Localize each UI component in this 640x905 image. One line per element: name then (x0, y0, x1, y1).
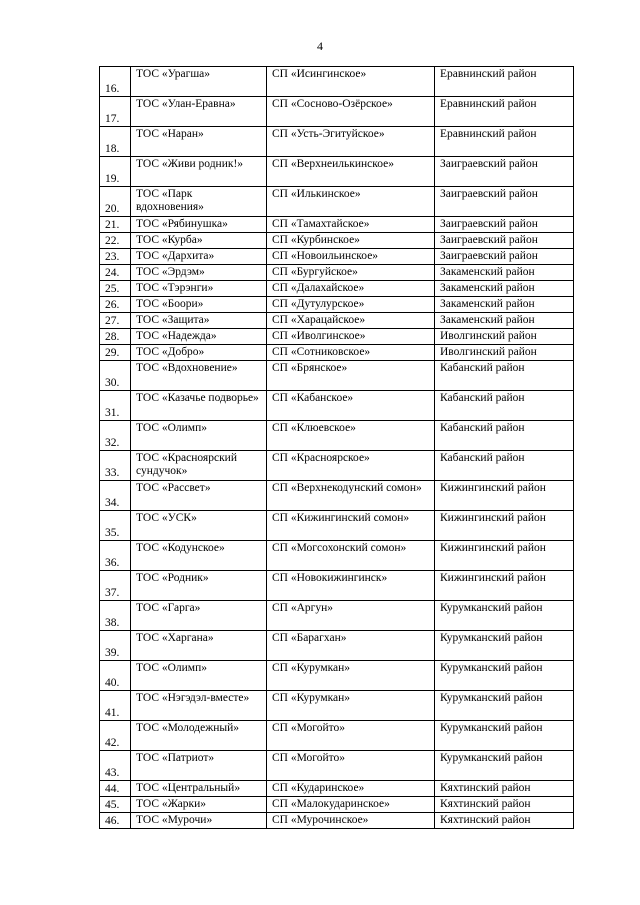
settlement-name: СП «Аргун» (267, 601, 435, 631)
tos-name: ТОС «Парк вдохновения» (131, 187, 267, 217)
tos-name: ТОС «Курба» (131, 233, 267, 249)
row-number: 29. (100, 345, 131, 361)
tos-name: ТОС «Мурочи» (131, 813, 267, 829)
district-name: Курумканский район (435, 691, 574, 721)
settlement-name: СП «Клюевское» (267, 421, 435, 451)
row-number: 23. (100, 249, 131, 265)
row-number: 16. (100, 67, 131, 97)
tos-name: ТОС «Наран» (131, 127, 267, 157)
table-row (100, 751, 574, 781)
row-number: 33. (100, 451, 131, 481)
table-row (100, 813, 574, 829)
table-row (100, 691, 574, 721)
tos-name: ТОС «Тэрэнги» (131, 281, 267, 297)
settlement-name: СП «Бургуйское» (267, 265, 435, 281)
table-row (100, 97, 574, 127)
row-number: 32. (100, 421, 131, 451)
district-name: Кяхтинский район (435, 781, 574, 797)
tos-name: ТОС «Живи родник!» (131, 157, 267, 187)
row-number: 40. (100, 661, 131, 691)
district-name: Кяхтинский район (435, 813, 574, 829)
district-name: Иволгинский район (435, 345, 574, 361)
settlement-name: СП «Новоильинское» (267, 249, 435, 265)
settlement-name: СП «Тамахтайское» (267, 217, 435, 233)
row-number: 25. (100, 281, 131, 297)
tos-name: ТОС «Дархита» (131, 249, 267, 265)
settlement-name: СП «Кабанское» (267, 391, 435, 421)
district-name: Кижингинский район (435, 541, 574, 571)
settlement-name: СП «Харацайское» (267, 313, 435, 329)
tos-name: ТОС «Харгана» (131, 631, 267, 661)
district-name: Курумканский район (435, 751, 574, 781)
district-name: Закаменский район (435, 313, 574, 329)
table-row (100, 281, 574, 297)
settlement-name: СП «Брянское» (267, 361, 435, 391)
settlement-name: СП «Курумкан» (267, 661, 435, 691)
table-row (100, 511, 574, 541)
tos-name: ТОС «Родник» (131, 571, 267, 601)
settlement-name: СП «Могсохонский сомон» (267, 541, 435, 571)
tos-name: ТОС «УСК» (131, 511, 267, 541)
settlement-name: СП «Малокударинское» (267, 797, 435, 813)
table-row (100, 329, 574, 345)
district-name: Закаменский район (435, 265, 574, 281)
tos-name: ТОС «Гарга» (131, 601, 267, 631)
settlement-name: СП «Барагхан» (267, 631, 435, 661)
district-name: Кабанский район (435, 421, 574, 451)
row-number: 42. (100, 721, 131, 751)
district-name: Закаменский район (435, 281, 574, 297)
district-name: Кяхтинский район (435, 797, 574, 813)
tos-table-body (100, 67, 574, 829)
district-name: Заиграевский район (435, 233, 574, 249)
table-row (100, 67, 574, 97)
tos-name: ТОС «Урагша» (131, 67, 267, 97)
tos-name: ТОС «Олимп» (131, 421, 267, 451)
tos-name: ТОС «Боори» (131, 297, 267, 313)
tos-name: ТОС «Центральный» (131, 781, 267, 797)
tos-name: ТОС «Олимп» (131, 661, 267, 691)
table-row (100, 721, 574, 751)
table-row (100, 661, 574, 691)
district-name: Кижингинский район (435, 511, 574, 541)
district-name: Курумканский район (435, 661, 574, 691)
tos-name: ТОС «Надежда» (131, 329, 267, 345)
row-number: 27. (100, 313, 131, 329)
table-row (100, 781, 574, 797)
table-row (100, 127, 574, 157)
tos-name: ТОС «Рябинушка» (131, 217, 267, 233)
tos-name: ТОС «Казачье подворье» (131, 391, 267, 421)
table-row (100, 217, 574, 233)
row-number: 24. (100, 265, 131, 281)
row-number: 20. (100, 187, 131, 217)
tos-name: ТОС «Эрдэм» (131, 265, 267, 281)
settlement-name: СП «Сотниковское» (267, 345, 435, 361)
row-number: 17. (100, 97, 131, 127)
tos-name: ТОС «Жарки» (131, 797, 267, 813)
tos-name: ТОС «Вдохновение» (131, 361, 267, 391)
settlement-name: СП «Исингинское» (267, 67, 435, 97)
row-number: 19. (100, 157, 131, 187)
tos-name: ТОС «Рассвет» (131, 481, 267, 511)
row-number: 28. (100, 329, 131, 345)
row-number: 46. (100, 813, 131, 829)
table-row (100, 297, 574, 313)
tos-name: ТОС «Улан-Еравна» (131, 97, 267, 127)
row-number: 18. (100, 127, 131, 157)
tos-name: ТОС «Молодежный» (131, 721, 267, 751)
table-row (100, 233, 574, 249)
tos-name: ТОС «Кодунское» (131, 541, 267, 571)
row-number: 31. (100, 391, 131, 421)
district-name: Кабанский район (435, 391, 574, 421)
table-row (100, 391, 574, 421)
table-row (100, 797, 574, 813)
settlement-name: СП «Мурочинское» (267, 813, 435, 829)
table-row (100, 265, 574, 281)
table-row (100, 541, 574, 571)
row-number: 21. (100, 217, 131, 233)
district-name: Заиграевский район (435, 217, 574, 233)
row-number: 34. (100, 481, 131, 511)
settlement-name: СП «Верхнеилькинское» (267, 157, 435, 187)
settlement-name: СП «Дутулурское» (267, 297, 435, 313)
tos-name: ТОС «Нэгэдэл-вместе» (131, 691, 267, 721)
district-name: Курумканский район (435, 631, 574, 661)
row-number: 39. (100, 631, 131, 661)
district-name: Кижингинский район (435, 481, 574, 511)
table-row (100, 361, 574, 391)
settlement-name: СП «Кижингинский сомон» (267, 511, 435, 541)
row-number: 36. (100, 541, 131, 571)
district-name: Кижингинский район (435, 571, 574, 601)
district-name: Заиграевский район (435, 249, 574, 265)
settlement-name: СП «Курумкан» (267, 691, 435, 721)
row-number: 22. (100, 233, 131, 249)
table-row (100, 571, 574, 601)
table-row (100, 345, 574, 361)
row-number: 30. (100, 361, 131, 391)
settlement-name: СП «Иволгинское» (267, 329, 435, 345)
table-row (100, 421, 574, 451)
row-number: 44. (100, 781, 131, 797)
row-number: 37. (100, 571, 131, 601)
table-row (100, 451, 574, 481)
settlement-name: СП «Красноярское» (267, 451, 435, 481)
row-number: 41. (100, 691, 131, 721)
page-number: 4 (317, 39, 323, 53)
district-name: Еравнинский район (435, 67, 574, 97)
row-number: 38. (100, 601, 131, 631)
settlement-name: СП «Верхнекодунский сомон» (267, 481, 435, 511)
settlement-name: СП «Далахайское» (267, 281, 435, 297)
district-name: Кабанский район (435, 361, 574, 391)
settlement-name: СП «Кударинское» (267, 781, 435, 797)
settlement-name: СП «Сосново-Озёрское» (267, 97, 435, 127)
district-name: Курумканский район (435, 601, 574, 631)
district-name: Еравнинский район (435, 97, 574, 127)
tos-name: ТОС «Защита» (131, 313, 267, 329)
tos-name: ТОС «Добро» (131, 345, 267, 361)
district-name: Курумканский район (435, 721, 574, 751)
table-row (100, 187, 574, 217)
table-row (100, 601, 574, 631)
district-name: Кабанский район (435, 451, 574, 481)
table-row (100, 631, 574, 661)
settlement-name: СП «Илькинское» (267, 187, 435, 217)
settlement-name: СП «Усть-Эгитуйское» (267, 127, 435, 157)
tos-name: ТОС «Патриот» (131, 751, 267, 781)
tos-name: ТОС «Красноярский сундучок» (131, 451, 267, 481)
district-name: Еравнинский район (435, 127, 574, 157)
row-number: 26. (100, 297, 131, 313)
tos-table (99, 66, 574, 829)
table-row (100, 249, 574, 265)
row-number: 35. (100, 511, 131, 541)
district-name: Заиграевский район (435, 157, 574, 187)
table-row (100, 313, 574, 329)
row-number: 45. (100, 797, 131, 813)
row-number: 43. (100, 751, 131, 781)
settlement-name: СП «Могойто» (267, 721, 435, 751)
district-name: Заиграевский район (435, 187, 574, 217)
settlement-name: СП «Курбинское» (267, 233, 435, 249)
district-name: Иволгинский район (435, 329, 574, 345)
settlement-name: СП «Могойто» (267, 751, 435, 781)
district-name: Закаменский район (435, 297, 574, 313)
settlement-name: СП «Новокижингинск» (267, 571, 435, 601)
table-row (100, 157, 574, 187)
table-row (100, 481, 574, 511)
